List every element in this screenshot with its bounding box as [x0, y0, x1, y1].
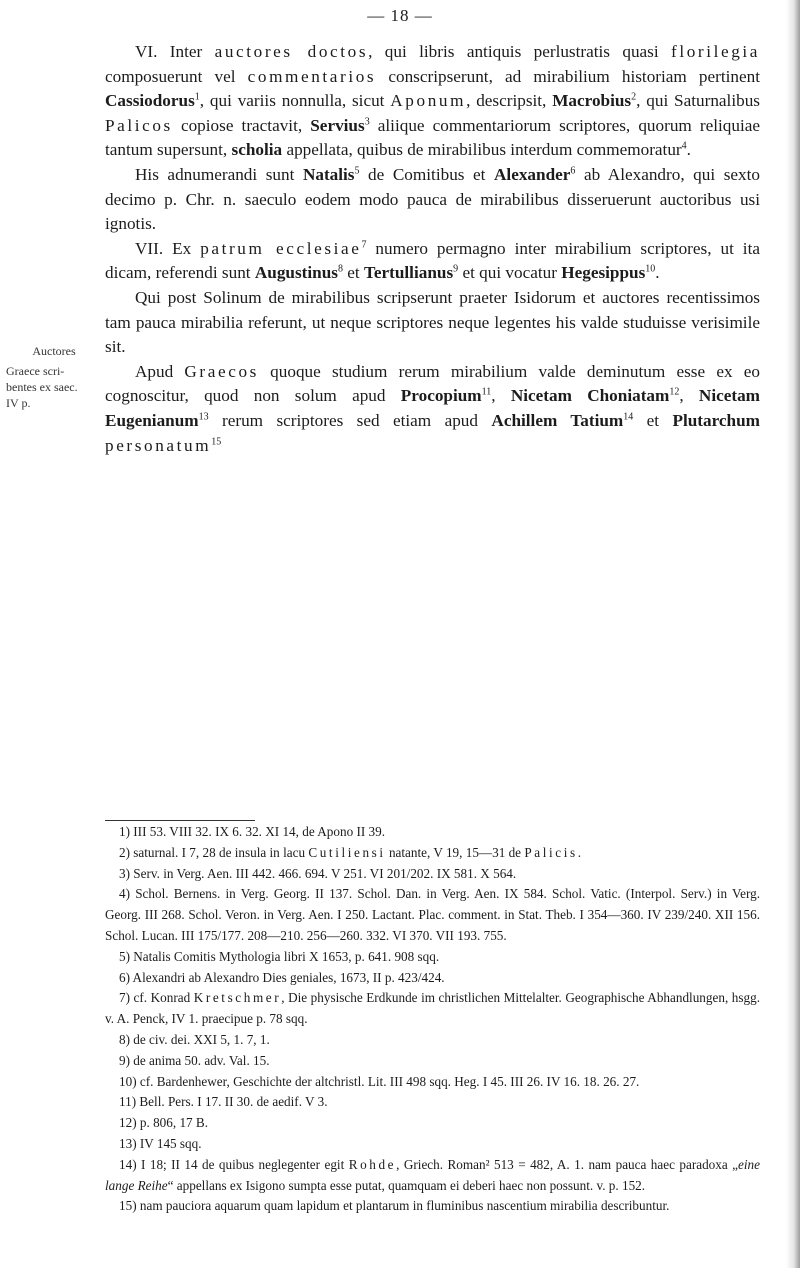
emphasis: personatum: [105, 435, 212, 455]
author-name: Nicetam Eugenianum: [105, 386, 760, 430]
author-name: Procopium: [400, 386, 482, 406]
footnote-ref: 14: [623, 411, 634, 423]
footnote: 3) Serv. in Verg. Aen. III 442. 466. 694. V 251. VI 201/202. IX 581. X 564.: [119, 865, 517, 881]
footnote: 1) III 53. VIII 32. IX 6. 32. XI 14, de Apono II 39.: [119, 824, 386, 839]
author-name: Hegesippus: [561, 263, 646, 283]
author-name: Macrobius: [552, 91, 632, 111]
author-name: Augustinus: [254, 263, 338, 283]
author-name: Achillem Tatium: [491, 410, 624, 430]
main-text: [105, 40, 760, 458]
term: scholia: [231, 140, 283, 160]
emphasis: commentarios: [247, 66, 377, 86]
footnote-ref: 13: [198, 411, 209, 423]
emphasis: florilegia: [671, 42, 761, 61]
footnote-ref: 10: [645, 263, 656, 275]
author-name: Alexander: [494, 164, 571, 184]
page-number: — 18 —: [367, 6, 433, 25]
footnote: 4) Schol. Bernens. in Verg. Georg. II 137. Schol. Dan. in Verg. Aen. IX 584. Schol. Vatic. (Interpol. Serv.) in Verg. Georg. III 268. Schol. Veron. in Verg. Aen. I 250. Lactant. Plac. comment. in Stat. Theb. I 354—360. IV 239/240. XII 156. Schol. Lucan. III 175/177. 208—210. 256—260. 332. VI 370. VII 193. 755.: [105, 886, 760, 943]
margin-note-line: bentes ex saec.: [6, 380, 78, 394]
footnote: 13) IV 145 sqq.: [119, 1135, 202, 1151]
footnote-ref: 8: [337, 263, 343, 275]
footnote: 5) Natalis Comitis Mythologia libri X 1653, p. 641. 908 sqq.: [119, 948, 440, 964]
author-name: Nicetam Choniatam: [510, 386, 670, 406]
author-name: Plutarchum: [672, 410, 760, 430]
footnote-ref: 7: [361, 239, 367, 251]
footnote: 14) I 18; II 14 de quibus neglegenter egit Rohde, Griech. Roman² 513 = 482, A. 1. nam pauca haec paradoxa „eine lange Reihe“ appellans ex Isigono sumpta esse putat, quamquam ei deberi haec non possunt. v. p. 152.: [105, 1156, 760, 1193]
footnote: 2) saturnal. I 7, 28 de insula in lacu Cutiliensi natante, V 19, 15—31 de Palicis.: [119, 844, 582, 860]
margin-note-heading: Auctores: [32, 344, 76, 358]
margin-note-line: IV p.: [6, 396, 31, 410]
footnote-ref: 4: [681, 140, 687, 152]
footnote-ref: 15: [211, 435, 222, 447]
footnote-ref: 2: [631, 91, 637, 103]
paragraph-vii: VII. Ex patrum ecclesiae$^7$ numero permagno inter mirabilium scriptores, ut ita dicam, referendi sunt Augustinus$^8$ et Tertullianus$^9$ et qui vocatur Hegesippus$^{10}$.: [105, 238, 760, 283]
footnote: 7) cf. Konrad Kretschmer, Die physische Erdkunde im christlichen Mittelalter. Geographische Abhandlungen, hsgg. v. A. Penck, IV 1. praecipue p. 78 sqq.: [105, 990, 760, 1027]
footnote-ref: 12: [669, 386, 680, 398]
author-name: Servius: [310, 115, 365, 135]
footnote: 9) de anima 50. adv. Val. 15.: [119, 1052, 270, 1068]
footnote-ref: 5: [354, 165, 360, 177]
paragraph: Apud Graecos quoque studium rerum mirabilium valde deminutum esse ex eo cognoscitur, quod non solum apud Procopium$^{11}$, Nicetam Choniatam$^{12}$, Nicetam Eugenianum$^{13}$ rerum scriptores sed etiam apud Achillem Tatium$^{14}$ et Plutarchum personatum$^{15}$: [105, 361, 760, 455]
emphasis: auctores doctos: [214, 42, 369, 61]
footnote-ref: 1: [194, 91, 200, 103]
footnote: 15) nam pauciora aquarum quam lapidum et plantarum in fluminibus nascentium mirabilia describuntur.: [119, 1198, 670, 1214]
author-name: Natalis: [302, 164, 355, 184]
paragraph-vi: VI. Inter auctores doctos, qui libris antiquis perlustratis quasi florilegia composuerunt vel commentarios conscripserunt, ad mirabilium historiam pertinent Cassiodorus$^1$, qui variis nonnulla, sicut Aponum, descripsit, Macrobius$^2$, qui Saturnalibus Palicos copiose tractavit, Servius$^3$ aliique commentariorum scriptores, quorum reliquiae tantum supersunt, scholia appellata, quibus de mirabilibus interdum commemoratur$^4$.: [105, 42, 761, 160]
emphasis: patrum ecclesiae: [200, 238, 362, 258]
footnote-divider: [105, 820, 255, 821]
footnote-ref: 6: [570, 165, 576, 177]
footnote-ref: 3: [364, 116, 370, 128]
paragraph: His adnumerandi sunt Natalis$^5$ de Comitibus et Alexander$^6$ ab Alexandro, qui sexto decimo p. Chr. n. saeculo eodem modo pauca de mirabilibus disseruerunt auctoribus usi ignotis.: [105, 164, 760, 234]
margin-note-line: Graece scri-: [6, 364, 65, 378]
footnote: 12) p. 806, 17 B.: [119, 1115, 209, 1131]
footnote: 6) Alexandri ab Alexandro Dies geniales, 1673, II p. 423/424.: [119, 969, 445, 985]
emphasis: Palicos: [105, 115, 173, 135]
footnote: 10) cf. Bardenhewer, Geschichte der altchristl. Lit. III 498 sqq. Heg. I 45. III 26. IV 16. 18. 26. 27.: [119, 1073, 640, 1089]
footnote-ref: 9: [453, 263, 459, 275]
author-name: Tertullianus: [363, 263, 454, 283]
paragraph: Qui post Solinum de mirabilibus scripserunt praeter Isidorum et auctores recentissimos tam pauca mirabilia referunt, ut neque scriptores neque legentes his valde studuisse verisimile sit.: [105, 287, 760, 357]
footnote-ref: 11: [481, 386, 492, 398]
footnotes: [105, 822, 760, 1217]
author-name: Cassiodorus: [105, 91, 195, 111]
footnote: 8) de civ. dei. XXI 5, 1. 7, 1.: [119, 1031, 270, 1047]
footnote: 11) Bell. Pers. I 17. II 30. de aedif. V 3.: [119, 1094, 328, 1110]
emphasis: Aponum: [390, 91, 467, 111]
emphasis: Graecos: [184, 361, 259, 381]
page-edge-shadow: [786, 0, 800, 1268]
